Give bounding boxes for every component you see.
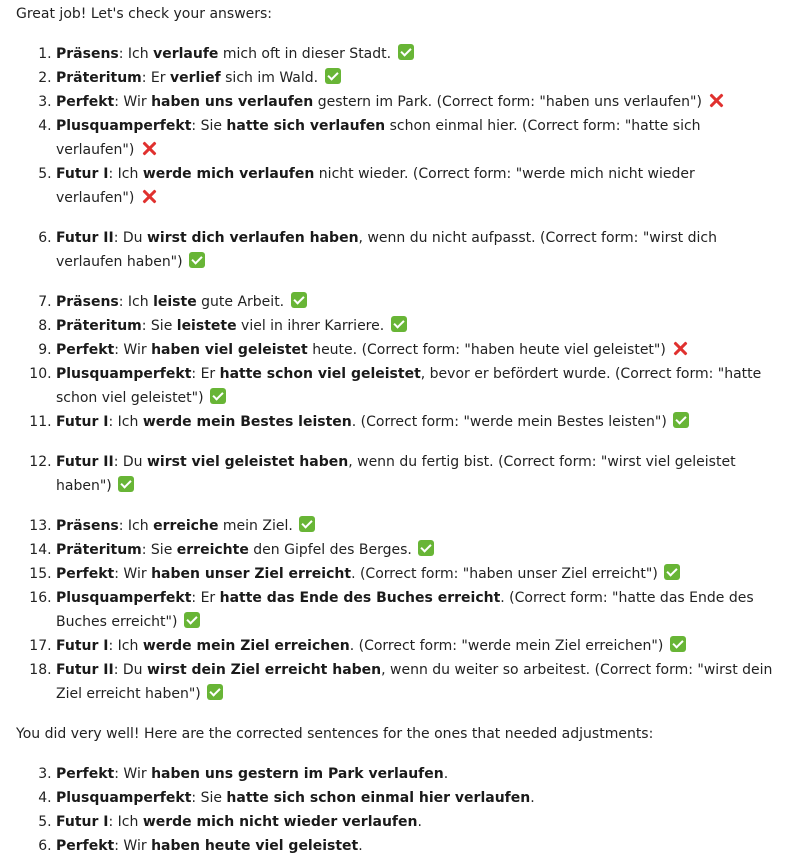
tense-label: Futur I	[56, 166, 109, 182]
check-mark-icon	[391, 316, 407, 332]
sentence-text: : Sie	[141, 542, 177, 558]
sentence-text: : Er	[191, 590, 220, 606]
answer-item	[56, 290, 776, 314]
sentence-text: : Ich	[108, 638, 143, 654]
cross-mark-icon	[141, 188, 157, 204]
answer-item	[56, 362, 776, 410]
check-mark-icon	[325, 68, 341, 84]
sentence-text: .	[417, 814, 422, 830]
sentence-text: : Ich	[108, 814, 143, 830]
verb-form: hatte sich schon einmal hier verlaufen	[226, 790, 531, 806]
verb-form: wirst dich verlaufen haben	[146, 230, 359, 246]
correction-item	[56, 810, 776, 834]
sentence-text: : Sie	[191, 790, 227, 806]
sentence-text: : Du	[113, 454, 147, 470]
tense-label: Perfekt	[56, 838, 115, 854]
sentence-text: : Du	[113, 662, 147, 678]
tense-label: Plusquamperfekt	[56, 118, 192, 134]
verb-form: erreichte	[176, 542, 249, 558]
corrections-list	[16, 762, 776, 858]
tense-label: Präteritum	[56, 542, 142, 558]
sentence-text: : Ich	[118, 294, 154, 310]
tense-label: Perfekt	[56, 766, 115, 782]
answer-item	[56, 450, 776, 498]
sentence-text: : Ich	[118, 46, 154, 62]
tense-label: Futur II	[56, 230, 114, 246]
tense-label: Perfekt	[56, 566, 115, 582]
intro-text: Great job! Let's check your answers:	[16, 6, 273, 22]
sentence-text: gute Arbeit.	[196, 294, 289, 310]
answer-item	[56, 586, 776, 634]
answer-item	[56, 634, 776, 658]
answer-item	[56, 410, 776, 434]
answer-group	[16, 226, 776, 274]
tense-label: Präsens	[56, 294, 119, 310]
answer-item	[56, 514, 776, 538]
answer-item	[56, 226, 776, 274]
cross-mark-icon	[672, 340, 688, 356]
sentence-text: : Wir	[114, 342, 152, 358]
check-mark-icon	[418, 540, 434, 556]
verb-form: hatte sich verlaufen	[226, 118, 386, 134]
answer-item	[56, 314, 776, 338]
sentence-text: schon einmal hier. (Correct form: "hatte sich verlaufen")	[56, 118, 701, 158]
check-mark-icon	[207, 684, 223, 700]
sentence-text: : Wir	[114, 766, 152, 782]
sentence-text: viel in ihrer Karriere.	[236, 318, 389, 334]
check-mark-icon	[673, 412, 689, 428]
sentence-text: : Sie	[191, 118, 227, 134]
check-mark-icon	[664, 564, 680, 580]
answer-item	[56, 538, 776, 562]
sentence-text: . (Correct form: "hatte das Ende des Buches erreicht")	[56, 590, 754, 630]
sentence-text: : Wir	[114, 94, 152, 110]
verb-form: wirst dein Ziel erreicht haben	[146, 662, 382, 678]
sentence-text: sich im Wald.	[220, 70, 323, 86]
sentence-text: den Gipfel des Berges.	[248, 542, 417, 558]
tense-label: Plusquamperfekt	[56, 590, 192, 606]
tense-label: Präteritum	[56, 318, 142, 334]
tense-label: Plusquamperfekt	[56, 366, 192, 382]
tense-label: Futur II	[56, 454, 114, 470]
sentence-text: , wenn du weiter so arbeitest. (Correct form: "wirst dein Ziel erreicht haben")	[56, 662, 773, 702]
answer-item	[56, 658, 776, 706]
answer-item	[56, 42, 776, 66]
verb-form: werde mich nicht wieder verlaufen	[142, 814, 418, 830]
sentence-text: : Ich	[108, 166, 143, 182]
check-mark-icon	[398, 44, 414, 60]
verb-form: leiste	[153, 294, 197, 310]
sentence-text: , wenn du nicht aufpasst. (Correct form: "wirst dich verlaufen haben")	[56, 230, 717, 270]
answer-item	[56, 162, 776, 210]
answer-item	[56, 66, 776, 90]
verb-form: werde mein Bestes leisten	[142, 414, 352, 430]
verb-form: erreiche	[153, 518, 219, 534]
sentence-text: mein Ziel.	[218, 518, 298, 534]
sentence-text: . (Correct form: "haben unser Ziel erreicht")	[351, 566, 663, 582]
verb-form: haben unser Ziel erreicht	[151, 566, 352, 582]
correction-item	[56, 834, 776, 858]
verb-form: haben uns gestern im Park verlaufen	[151, 766, 444, 782]
sentence-text: nicht wieder. (Correct form: "werde mich nicht wieder verlaufen")	[56, 166, 695, 206]
answer-item	[56, 114, 776, 162]
answer-group	[16, 514, 776, 706]
cross-mark-icon	[708, 92, 724, 108]
verb-form: hatte das Ende des Buches erreicht	[219, 590, 501, 606]
verb-form: haben uns verlaufen	[151, 94, 314, 110]
sentence-text: .	[358, 838, 363, 854]
sentence-text: . (Correct form: "werde mein Bestes leisten")	[351, 414, 672, 430]
verb-form: haben viel geleistet	[151, 342, 308, 358]
verb-form: werde mich verlaufen	[142, 166, 315, 182]
check-mark-icon	[210, 388, 226, 404]
tense-label: Futur II	[56, 662, 114, 678]
sentence-text: : Er	[141, 70, 170, 86]
check-mark-icon	[118, 476, 134, 492]
answer-group	[16, 290, 776, 434]
check-mark-icon	[291, 292, 307, 308]
check-mark-icon	[299, 516, 315, 532]
sentence-text: : Er	[191, 366, 220, 382]
sentence-text: heute. (Correct form: "haben heute viel geleistet")	[307, 342, 671, 358]
verb-form: haben heute viel geleistet	[151, 838, 359, 854]
correction-item	[56, 762, 776, 786]
answer-group	[16, 450, 776, 498]
sentence-text: : Ich	[118, 518, 154, 534]
tense-label: Futur I	[56, 814, 109, 830]
sentence-text: . (Correct form: "werde mein Ziel erreichen")	[349, 638, 668, 654]
sentence-text: , wenn du fertig bist. (Correct form: "wirst viel geleistet haben")	[56, 454, 736, 494]
answer-item	[56, 90, 776, 114]
tense-label: Präsens	[56, 518, 119, 534]
sentence-text: : Ich	[108, 414, 143, 430]
verb-form: werde mein Ziel erreichen	[142, 638, 350, 654]
tense-label: Plusquamperfekt	[56, 790, 192, 806]
cross-mark-icon	[141, 140, 157, 156]
tense-label: Perfekt	[56, 342, 115, 358]
answer-group	[16, 42, 776, 210]
sentence-text: : Wir	[114, 566, 152, 582]
sentence-text: , bevor er befördert wurde. (Correct form: "hatte schon viel geleistet")	[56, 366, 762, 406]
tense-label: Präsens	[56, 46, 119, 62]
tense-label: Futur I	[56, 414, 109, 430]
check-mark-icon	[184, 612, 200, 628]
verb-form: hatte schon viel geleistet	[219, 366, 421, 382]
answer-list	[16, 42, 776, 706]
verb-form: verlaufe	[153, 46, 219, 62]
sentence-text: .	[530, 790, 535, 806]
check-mark-icon	[189, 252, 205, 268]
summary-text: You did very well! Here are the corrected sentences for the ones that needed adjustments:	[16, 726, 654, 742]
answer-item	[56, 562, 776, 586]
tense-label: Futur I	[56, 638, 109, 654]
sentence-text: .	[443, 766, 449, 782]
answer-item	[56, 338, 776, 362]
verb-form: leistete	[176, 318, 237, 334]
tense-label: Präteritum	[56, 70, 142, 86]
sentence-text: mich oft in dieser Stadt.	[218, 46, 396, 62]
verb-form: wirst viel geleistet haben	[146, 454, 349, 470]
verb-form: verlief	[169, 70, 221, 86]
check-mark-icon	[670, 636, 686, 652]
sentence-text: : Wir	[114, 838, 152, 854]
sentence-text: : Du	[113, 230, 147, 246]
sentence-text: : Sie	[141, 318, 177, 334]
tense-label: Perfekt	[56, 94, 115, 110]
sentence-text: gestern im Park. (Correct form: "haben uns verlaufen")	[313, 94, 707, 110]
